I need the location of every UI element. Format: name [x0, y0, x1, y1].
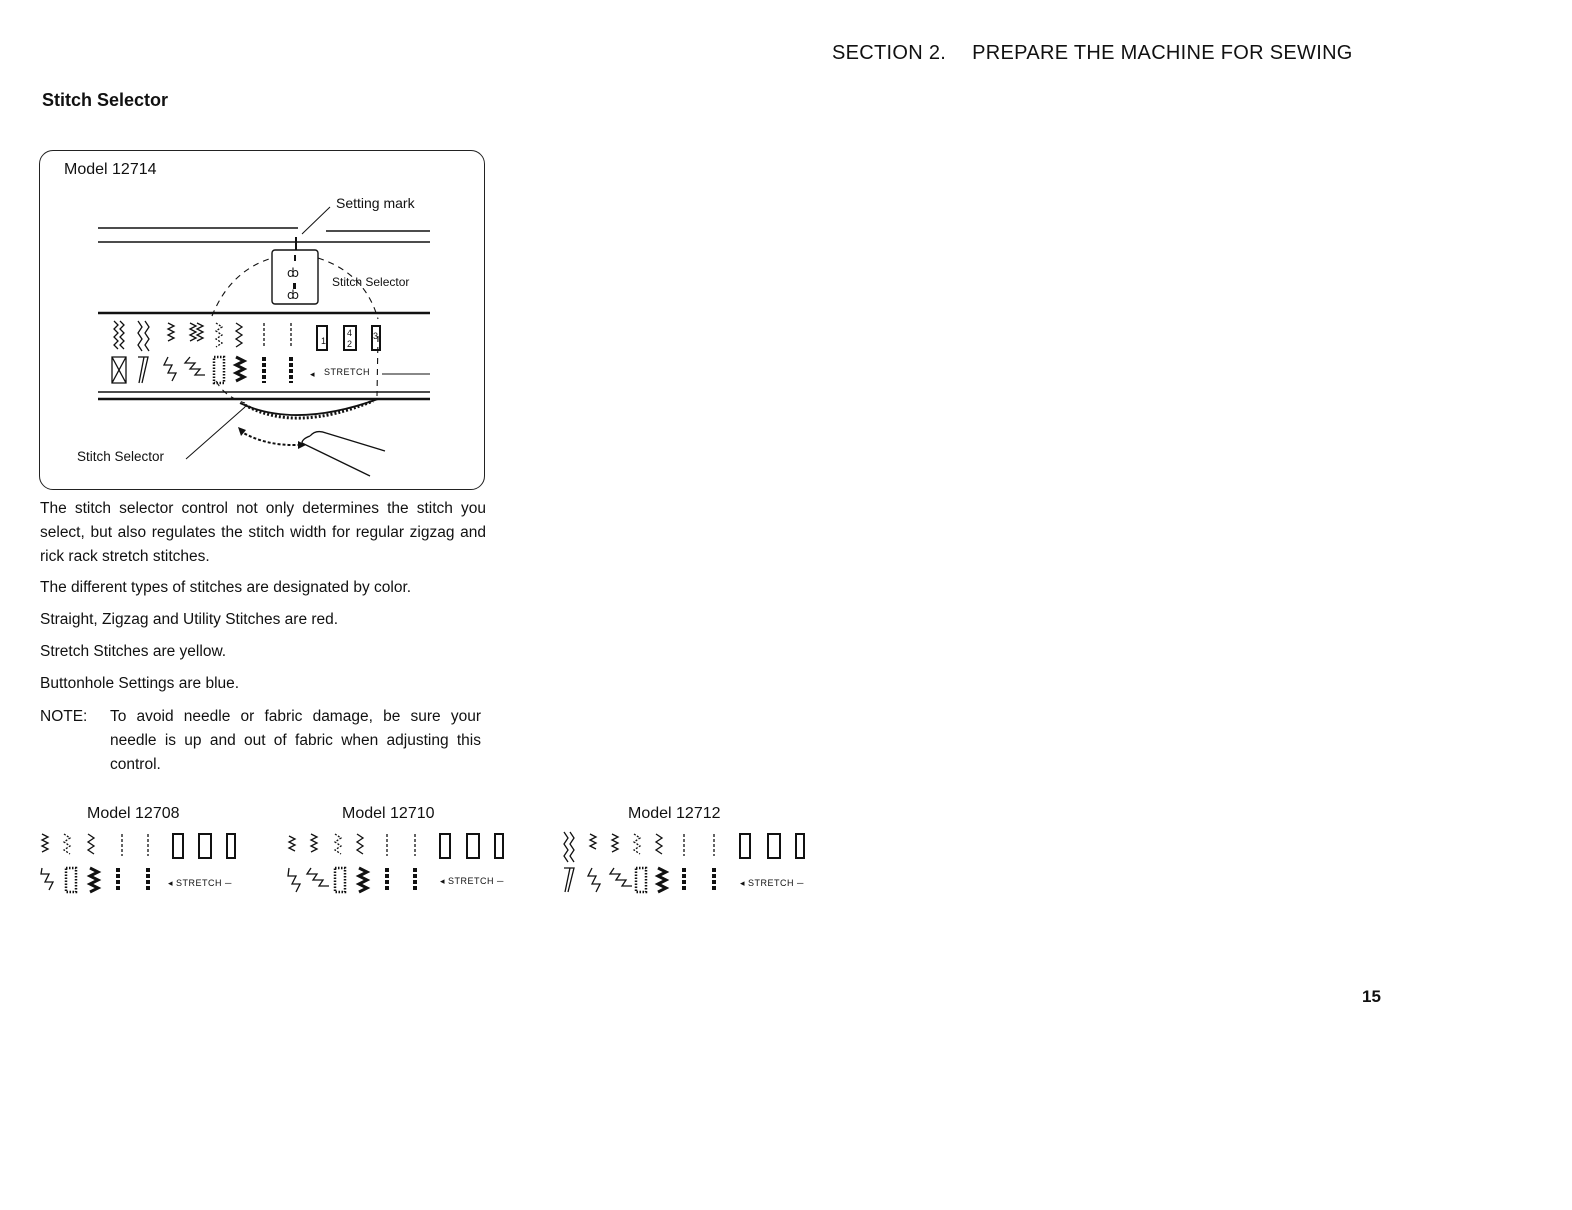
buttonhole-number-1: 1	[321, 336, 327, 346]
paragraph-selector-description: The stitch selector control not only determines the stitch you select, but also regulates the stitch width for regular zigzag and rick rack stretch stitches.	[40, 500, 486, 565]
model-label-12710: Model 12710	[342, 805, 435, 822]
stretch-label-12712: ◂ STRETCH ─	[740, 878, 804, 888]
model-label-12708: Model 12708	[87, 805, 180, 822]
svg-text:ȸ: ȸ	[287, 266, 299, 280]
stitch-selector-illustration	[40, 151, 486, 491]
section-header	[832, 42, 1353, 65]
figure-stretch-label: STRETCH	[324, 367, 370, 377]
note-label: NOTE:	[40, 708, 88, 725]
stretch-label-12708: ◂ STRETCH ─	[168, 878, 232, 888]
svg-text:ȸ: ȸ	[287, 288, 299, 302]
page-number: 15	[1362, 987, 1381, 1006]
svg-text:◂: ◂	[310, 369, 315, 379]
paragraph-red-stitches: Straight, Zigzag and Utility Stitches are red.	[40, 611, 339, 628]
paragraph-color-designation: The different types of stitches are designated by color.	[40, 579, 412, 596]
setting-mark-label: Setting mark	[336, 195, 415, 211]
model-label-12712: Model 12712	[628, 805, 721, 822]
section-number: SECTION 2.	[832, 42, 947, 64]
stitch-selector-figure	[39, 150, 485, 490]
figure-model-label: Model 12714	[64, 161, 157, 178]
stitch-strip-12710	[287, 828, 517, 900]
section-title: PREPARE THE MACHINE FOR SEWING	[972, 42, 1353, 64]
buttonhole-number-4: 4	[347, 328, 353, 338]
buttonhole-number-2: 2	[347, 339, 353, 349]
stitch-selector-label-top: Stitch Selector	[332, 275, 410, 289]
paragraph-yellow-stitches: Stretch Stitches are yellow.	[40, 643, 227, 660]
note-text: To avoid needle or fabric damage, be sure your needle is up and out of fabric when adjusting this control.	[110, 708, 481, 773]
stitch-selector-label-bottom: Stitch Selector	[77, 449, 165, 464]
buttonhole-number-3: 3	[373, 331, 379, 341]
paragraph-blue-buttonholes: Buttonhole Settings are blue.	[40, 675, 240, 692]
stitch-strip-12708	[40, 828, 255, 900]
stitch-strip-12712	[560, 828, 820, 900]
stretch-label-12710: ◂ STRETCH ─	[440, 876, 504, 886]
page-heading: Stitch Selector	[42, 90, 169, 110]
